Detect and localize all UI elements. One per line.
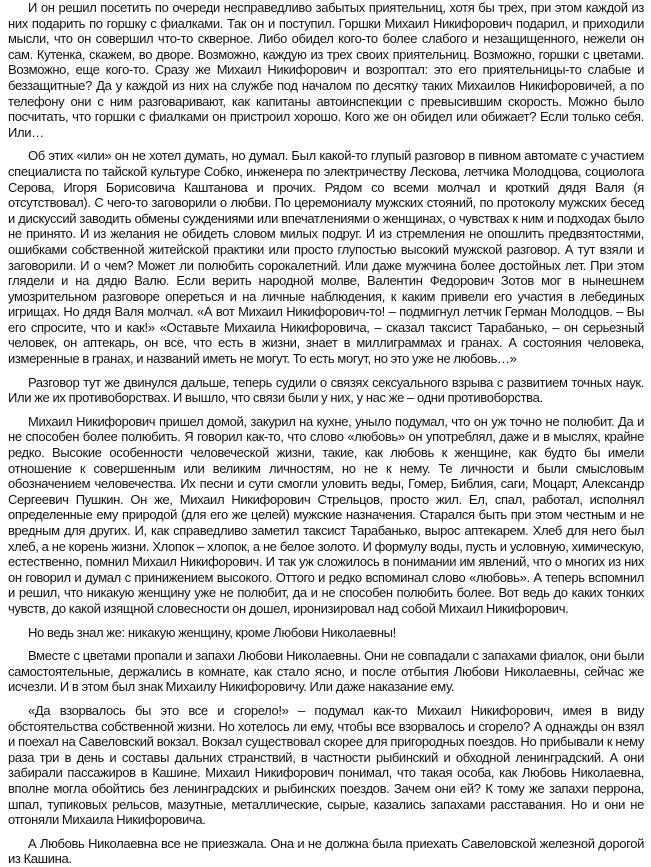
paragraph: Вместе с цветами пропали и запахи Любови Николаевны. Они не совпадали с запахами фиалок, они были самостоятельные, держались в комнате, как стало ясно, и после отбытия Любови Николаевны, сейчас же исчезли. И в этом был знак Михаилу Никифоровичу. Или даже наказание ему. [8, 648, 644, 695]
paragraph: А Любовь Николаевна все не приезжала. Она и не должна была приехать Савеловской железной дорогой из Кашина. [8, 835, 644, 867]
paragraph: Разговор тут же двинулся дальше, теперь судили о связях сексуального взрыва с развитием точных наук. Или же их противоборствах. И вышло, что связи были у них, у нас же – одни противоборства. [8, 374, 644, 406]
paragraph: Но ведь знал же: никакую женщину, кроме Любови Николаевны! [28, 624, 396, 640]
paragraph: И он решил посетить по очереди несправедливо забытых приятельниц, хотя бы трех, при этом каждой из них подарить по горшку с фиалками. Так он и поступил. Горшки Михаил Никифорович подарил, и приходили мысли, что он совершил что-то скверное. Либо обидел кого-то более слабого и незащищенного, нежели он сам. Кутенка, скажем, во дворе. Возможно, каждую из трех своих приятельниц. Возможно, горшки с цветами. Возможно, еще кого-то. Сразу же Михаил Никифорович и возроптал: это его приятельницы-то слабые и беззащитные? Да у каждой из них на службе под началом по десятку таких Михаилов Никифоровичей, а по телефону они с ним разговаривают, как капитаны автоинспекции с превысившим скорость. Можно было посчитать, что горшки с фиалками он пристроил хорошо. Кого же он обидел или обижает? Если только себя. Или… [8, 0, 644, 140]
paragraph: Михаил Никифорович пришел домой, закурил на кухне, уныло подумал, что он уж точно не полюбит. Да и не способен более полюбить. Я говорил как-то, что слово «любовь» он употреблял, даже и в мыслях, крайне редко. Высокие особенности человеческой жизни, такие, как любовь к женщине, как будто бы имели отношение к совершенным или великим личностям, но не к нему. Те личности и были смысловым обозначением человечества. Их песни и сути смогли уловить веды, Гомер, Библия, саги, Моцарт, Александр Сергеевич Пушкин. Он же, Михаил Никифорович Стрельцов, просто жил. Ел, спал, работал, исполнял определенные ему природой (для его же целей) мужские назначения. Старался быть при этом честным и не вредным для других. И, как справедливо заметил таксист Тарабанько, вырос аптекарем. Хлеб для него был хлеб, а не корень жизни. Хлопок – хлопок, а не белое золото. И формулу воды, пусть и условную, химическую, естественно, помнил Михаил Никифорович. И так уж сложилось в понимании им явлений, что о многих из них он говорил и думал с принижением высокого. Оттого и редко вспоминал слово «любовь». А теперь вспомнил и решил, что никакую женщину уже не полюбит, да и не способен полюбить более. Вот ведь до каких тонких чувств, до какой изящной словесности он дошел, иронизировал над собой Михаил Никифорович. [8, 413, 644, 616]
paragraph: Об этих «или» он не хотел думать, но думал. Был какой-то глупый разговор в пивном автомате с участием специалиста по тайской культуре Собко, инженера по электричеству Лескова, летчика Молодцова, социолога Серова, Игоря Борисовича Каштанова и прочих. Рядом со всеми молчал и кроткий дядя Валя (я отсутствовал). С чего-то заговорили о любви. По церемониалу мужских стояний, по протоколу мужских бесед и дискуссий заводить обмены суждениями или впечатлениями о женщинах, о чувствах к ним и подходах было не принято. И из желания не обидеть словом милых подруг. И из стремления не опошлить предвзятостями, ошибками собственной житейской практики или просто глупостью высокий мужской разговор. А тут взяли и заговорили. И о чем? Может ли полюбить сорокалетний. Или даже мужчина более достойных лет. При этом глядели и на дядю Валю. Если верить народной молве, Валентин Федорович Зотов мог в нынешнем умозрительном разговоре опереться и на личные наблюдения, к каким привели его участия в лебединых игрищах. Но дядя Валя молчал. «А вот Михаил Никифорович-то! – подмигнул летчик Герман Молодцов. – Вы его спросите, что и как!» «Оставьте Михаила Никифоровича, – сказал таксист Тарабанько, – он серьезный человек, он аптекарь, он все, что есть в жизни, знает в миллиграммах и гранах. А состояния человека, измеренные в гранах, и названий иметь не могут. То есть могут, но это уже не любовь…» [8, 148, 644, 367]
paragraph: «Да взорвалось бы это все и сгорело!» – подумал как-то Михаил Никифорович, имея в виду обстоятельства собственной жизни. Но хотелось ли ему, чтобы все взорвалось и сгорело? А однажды он взял и поехал на Савеловский вокзал. Вокзал существовал скорее для пригородных поездов. Но прибывали к нему раза три в день и составы дальних странствий, в частности рыбинский и обходной ленинградский. А они забирали пассажиров в Кашине. Михаил Никифорович понимал, что такая особа, как Любовь Николаевна, вполне могла обойтись без ленинградских и рыбинских поездов. Зачем они ей? К тому же запахи перрона, шпал, тупиковых рельсов, мазутные, металлические, сырые, казались запахами расставания. Но и они не отгоняли Михаила Никифоровича. [8, 702, 644, 828]
